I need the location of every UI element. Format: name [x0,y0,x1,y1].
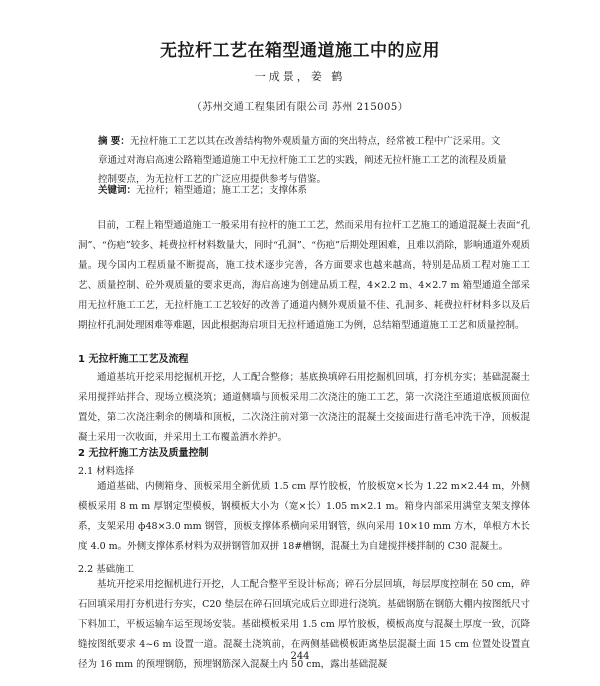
subsection-2-1-heading: 2.1 材料选择 [78,466,135,477]
keywords-label: 关键词： [98,185,137,196]
intro-paragraph: 目前，工程上箱型通道施工一般采用有拉杆的施工工艺，然而采用有拉杆工艺施工的通道混凝土表面“孔洞”、“伤疤”较多、耗费拉杆材料数量大，同时“孔洞”、“伤疤”后期处理困难，且难以消除，影响通道外观质量。现今国内工程质量不断提高，施工技术逐步完善，各方面要求也越来越高，特别是品质工程对施工工艺、质量控制、砼外观质量的要求更高，海启高速为创建品质工程，4×2.2 m、4×2.7 m 箱型通道全部采用无拉杆施工工艺，无拉杆施工工艺较好的改善了通道内侧外观质量不佳、孔洞多、耗费拉杆材料多以及后期拉杆孔洞处理困难等难题，因此根据海启项目无拉杆通道施工为例，总结箱型通道施工工艺和质量控制。 [78,220,530,331]
page-number: 244 [290,651,310,662]
abstract [98,132,508,189]
paper-authors: 一成景，姜 鹤 [254,70,346,83]
keywords-text: 无拉杆；箱型通道；施工工艺；支撑体系 [136,185,308,196]
paper-affiliation: （苏州交通工程集团有限公司 苏州 215005） [191,102,409,113]
subsection-2-2-heading: 2.2 基础施工 [78,564,135,575]
paper-title: 无拉杆工艺在箱型通道施工中的应用 [160,41,440,61]
subsection-2-2-paragraph: 基坑开挖采用挖掘机进行开挖，人工配合整平至设计标高；碎石分层回填，每层厚度控制在 50 cm，碎石回填采用打夯机进行夯实，C20 垫层在碎石回填完成后立即进行浇筑。基础钢筋在钢筋大棚内按图纸尺寸下料加工，平板运输车运至现场安装。基础模板采用 1.5 cm 厚竹胶板，模板高度与混凝土厚度一致，沉降缝按图纸要求 4~6 m 设置一道。混凝土浇筑前，在两侧基础模板距离垫层混凝土面 15 cm 位置处设置直径为 16 mm 的预埋钢筋，预埋钢筋深入混凝土内 50 cm，露出基础混凝 [78,579,530,670]
abstract-text: 无拉杆施工工艺以其在改善结构物外观质量方面的突出特点，经常被工程中广泛采用。文章通过对海启高速公路箱型通道施工中无拉杆施工工艺的实践，阐述无拉杆施工工艺的流程及质量控制要点，为无拉杆工艺的广泛应用提供参考与借鉴。 [98,136,507,185]
section-1-heading: 1 无拉杆施工工艺及流程 [78,354,189,365]
abstract-label: 摘 要： [98,136,130,147]
section-1-paragraph: 通道基坑开挖采用挖掘机开挖，人工配合整修；基底换填碎石用挖掘机回填，打夯机夯实；基础混凝土采用搅拌站拌合、现场立模浇筑；通道侧墙与顶板采用二次浇注的施工工艺，第一次浇注至通道底板顶面位置处，第二次浇注剩余的侧墙和顶板，二次浇注前对第一次浇注的混凝土交接面进行凿毛冲洗干净，顶板混凝土采用一次收面，并采用土工布覆盖洒水养护。 [78,372,530,443]
subsection-2-1-paragraph: 通道基础、内侧箱身、顶板采用全新优质 1.5 cm 厚竹胶板，竹胶板宽×长为 1.22 m×2.44 m，外侧模板采用 8 m m 厚钢定型模板，钢模板大小为（宽×长）1.05 m×2.1 m。箱身内部采用满堂支架支撑体系，支架采用 ф48×3.0 mm 钢管，顶板支撑体系横向采用钢管，纵向采用 10×10 mm 方木，单根方木长度 4.0 m。外侧支撑体系材料为双拼钢管加双拼 18#槽钢，混凝土为自建搅拌楼拌制的 C30 混凝土。 [78,481,530,552]
keywords [98,184,508,198]
section-2-heading: 2 无拉杆施工方法及质量控制 [78,448,209,459]
